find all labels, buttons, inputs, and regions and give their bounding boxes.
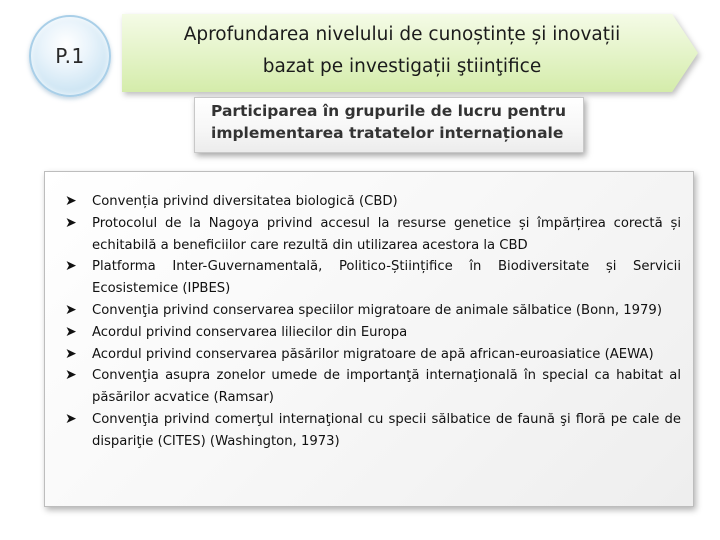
arrowhead-bullet-icon: ➤ bbox=[65, 367, 77, 384]
list-item bbox=[65, 191, 681, 213]
arrowhead-bullet-icon: ➤ bbox=[65, 345, 77, 362]
title-banner bbox=[122, 14, 698, 92]
list-item-text: Acordul privind conservarea liliecilor din Europa bbox=[92, 324, 408, 340]
arrowhead-bullet-icon: ➤ bbox=[65, 214, 77, 231]
treaty-list bbox=[65, 191, 681, 453]
list-item-text: Convenţia asupra zonelor umede de importanţă internaţională în special ca habitat al păsărilor acvatice (Ramsar) bbox=[92, 368, 681, 406]
list-item-text: Convenția privind diversitatea biologică (CBD) bbox=[92, 194, 398, 209]
list-item bbox=[65, 409, 681, 453]
page-title-line-1: Aprofundarea nivelului de cunoștințe și inovații bbox=[183, 24, 621, 45]
page-title bbox=[142, 19, 662, 83]
subtitle-line-1: Participarea în grupurile de lucru pentru bbox=[211, 102, 567, 120]
list-item bbox=[65, 300, 681, 322]
list-item bbox=[65, 322, 681, 344]
list-item bbox=[65, 344, 681, 366]
treaty-list-panel bbox=[44, 171, 694, 507]
subtitle-box bbox=[194, 97, 584, 153]
page-number-label: P.1 bbox=[55, 44, 85, 68]
page-number-badge bbox=[29, 15, 111, 97]
list-item bbox=[65, 365, 681, 409]
arrowhead-bullet-icon: ➤ bbox=[65, 258, 77, 275]
list-item bbox=[65, 213, 681, 257]
arrowhead-bullet-icon: ➤ bbox=[65, 301, 77, 318]
list-item bbox=[65, 256, 681, 300]
subtitle-line-2: implementarea tratatelor internaționale bbox=[211, 124, 564, 142]
list-item-text: Platforma Inter-Guvernamentală, Politico-Științifice în Biodiversitate și Servicii Ecosistemice (IPBES) bbox=[92, 259, 681, 297]
arrowhead-bullet-icon: ➤ bbox=[65, 193, 77, 209]
list-item-text: Acordul privind conservarea păsărilor migratoare de apă african-euroasiatice (AEWA) bbox=[92, 346, 654, 362]
list-item-text: Protocolul de la Nagoya privind accesul la resurse genetice și împărțirea corectă și echitabilă a beneficiilor care rezultă din utilizarea acestora la CBD bbox=[92, 215, 681, 253]
arrowhead-bullet-icon: ➤ bbox=[65, 410, 77, 427]
subtitle bbox=[211, 100, 566, 144]
list-item-text: Convenţia privind conservarea speciilor migratoare de animale sălbatice (Bonn, 1979) bbox=[92, 302, 662, 318]
page-title-line-2: bazat pe investigații ştiinţifice bbox=[262, 56, 542, 77]
arrowhead-bullet-icon: ➤ bbox=[65, 323, 77, 340]
list-item-text: Convenţia privind comerţul internaţional cu specii sălbatice de faună şi floră pe cale de dispariţie (CITES) (Washington, 1973) bbox=[92, 411, 681, 449]
